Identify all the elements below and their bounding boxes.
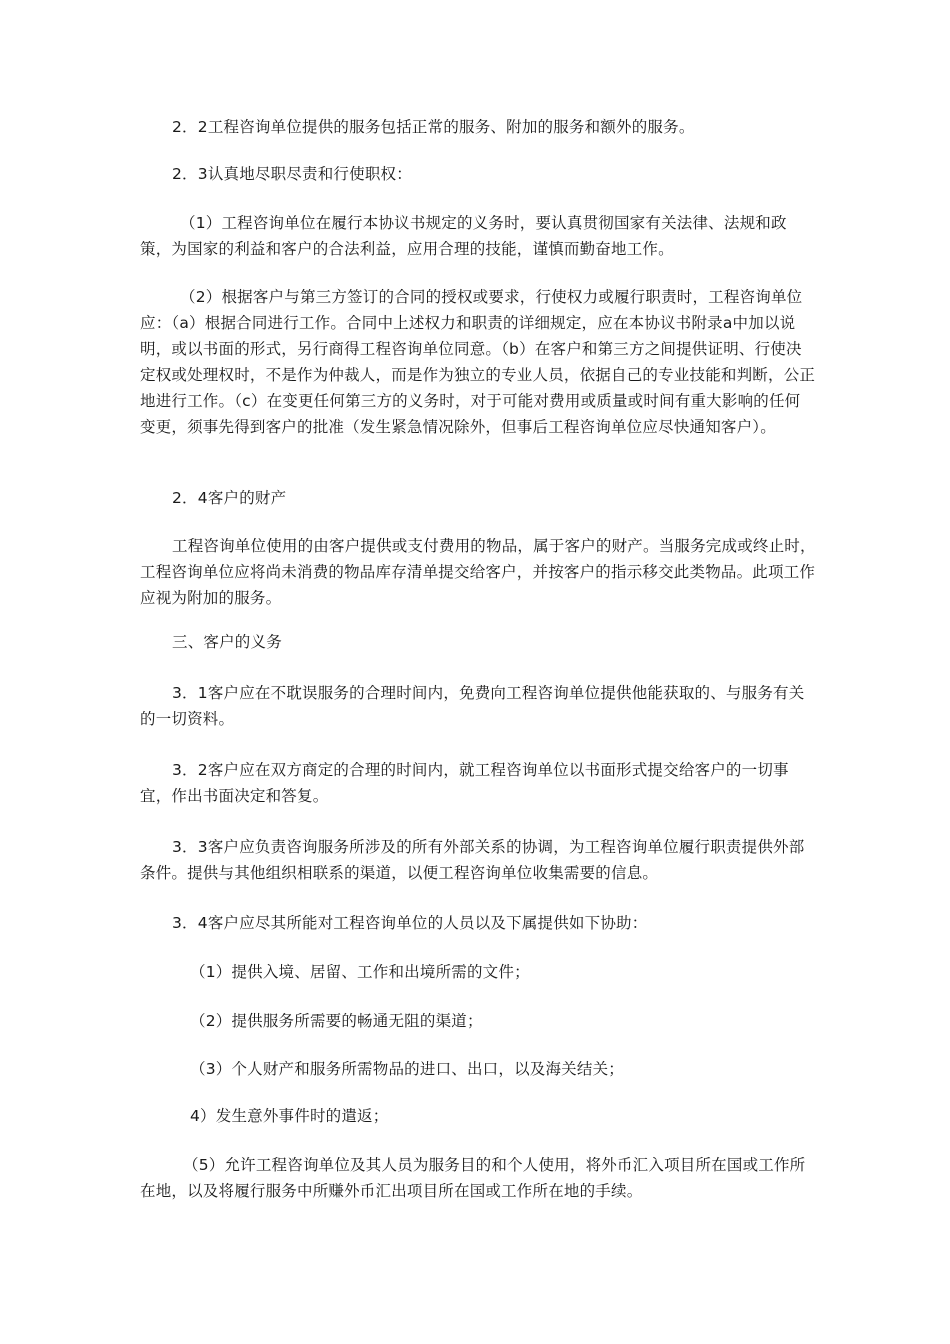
- paragraph-3-4-item-2: （2）提供服务所需要的畅通无阻的渠道；: [190, 1012, 483, 1030]
- paragraph-2-3: 2．3认真地尽职尽责和行使职权：: [172, 165, 412, 183]
- paragraph-2-4: 2．4客户的财产: [172, 489, 287, 507]
- section-heading-client-obligations: 三、客户的义务: [172, 633, 282, 651]
- paragraph-3-1: 3．1客户应在不耽误服务的合理时间内，免费向工程咨询单位提供他能获取的、与服务有关的一切资料。: [140, 684, 805, 728]
- paragraph-3-4: 3．4客户应尽其所能对工程咨询单位的人员以及下属提供如下协助：: [172, 914, 648, 932]
- paragraph-2-2: 2．2工程咨询单位提供的服务包括正常的服务、附加的服务和额外的服务。: [172, 118, 695, 136]
- paragraph-3-4-item-3: （3）个人财产和服务所需物品的进口、出口，以及海关结关；: [190, 1060, 624, 1078]
- paragraph-3-2: 3．2客户应在双方商定的合理的时间内，就工程咨询单位以书面形式提交给客户的一切事宜，作出书面决定和答复。: [140, 761, 789, 805]
- paragraph-2-4-body: 工程咨询单位使用的由客户提供或支付费用的物品，属于客户的财产。当服务完成或终止时，工程咨询单位应将尚未消费的物品库存清单提交给客户，并按客户的指示移交此类物品。此项工作应视为附加的服务。: [140, 537, 816, 607]
- paragraph-3-4-item-1: （1）提供入境、居留、工作和出境所需的文件；: [190, 963, 530, 981]
- paragraph-2-3-item-1: （1）工程咨询单位在履行本协议书规定的义务时，要认真贯彻国家有关法律、法规和政策，为国家的利益和客户的合法利益，应用合理的技能，谨慎而勤奋地工作。: [140, 214, 787, 258]
- paragraph-3-3: 3．3客户应负责咨询服务所涉及的所有外部关系的协调，为工程咨询单位履行职责提供外部条件。提供与其他组织相联系的渠道，以便工程咨询单位收集需要的信息。: [140, 838, 805, 882]
- paragraph-2-3-item-2: （2）根据客户与第三方签订的合同的授权或要求，行使权力或履行职责时，工程咨询单位应：（a）根据合同进行工作。合同中上述权力和职责的详细规定，应在本协议书附录a中加以说明，或以书面的形式，另行商得工程咨询单位同意。（b）在客户和第三方之间提供证明、行使决定权或处理权时，不是作为仲裁人，而是作为独立的专业人员，依据自己的专业技能和判断，公正地进行工作。（c）在变更任何第三方的义务时，对于可能对费用或质量或时间有重大影响的任何变更，须事先得到客户的批准（发生紧急情况除外，但事后工程咨询单位应尽快通知客户）。: [140, 288, 816, 436]
- paragraph-3-4-item-5: （5）允许工程咨询单位及其人员为服务目的和个人使用，将外币汇入项目所在国或工作所在地，以及将履行服务中所赚外币汇出项目所在国或工作所在地的手续。: [140, 1156, 806, 1200]
- paragraph-3-4-item-4: 4）发生意外事件时的遣返；: [190, 1107, 389, 1125]
